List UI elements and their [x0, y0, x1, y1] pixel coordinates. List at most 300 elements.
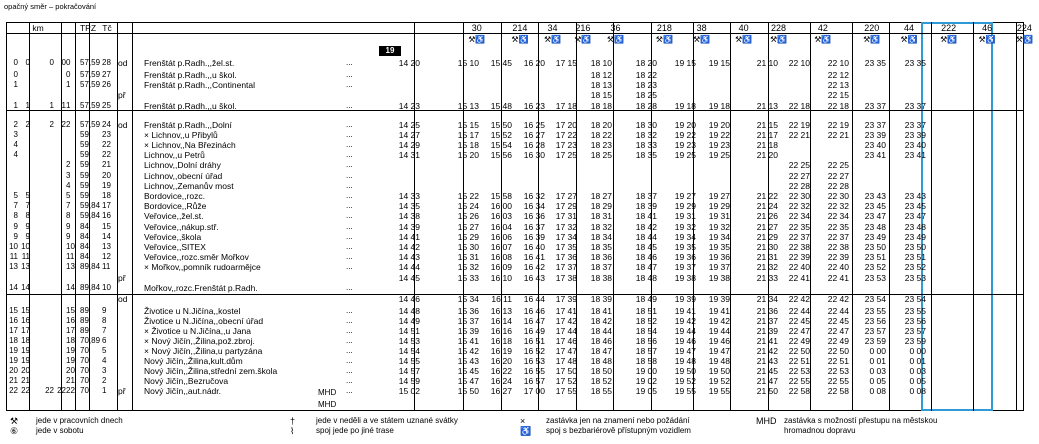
departure-time: 18 44 — [635, 232, 657, 242]
departure-time: 18 23 — [590, 140, 612, 150]
row-ellipsis: ... — [346, 386, 353, 395]
departure-time: 16 04 — [490, 222, 512, 232]
km-value: 11 — [9, 252, 18, 261]
departure-time: 19 47 — [708, 346, 730, 356]
departure-time: 19 34 — [674, 232, 696, 242]
departure-time: 23 39 — [864, 130, 886, 140]
departure-time: 15 13 — [457, 101, 479, 111]
departure-time: 18 48 — [635, 273, 657, 283]
departure-time: 22 10 — [788, 58, 810, 68]
train-symbols: ⚒♿ — [1015, 35, 1033, 44]
departure-time: 19 48 — [674, 356, 696, 366]
tpz-zone: 57,59 — [80, 70, 101, 79]
legend-symbol: ♿ — [520, 426, 532, 436]
departure-time: 14 43 — [398, 252, 420, 262]
departure-time: 14 54 — [398, 346, 420, 356]
row-ellipsis: ... — [346, 306, 353, 315]
departure-time: 21 37 — [756, 316, 778, 326]
departure-time: 15 48 — [490, 101, 512, 111]
departure-time: 18 23 — [635, 80, 657, 90]
departure-time: 21 41 — [756, 336, 778, 346]
departure-time: 16 24 — [490, 376, 512, 386]
departure-time: 16 09 — [490, 262, 512, 272]
departure-time: 22 40 — [827, 262, 849, 272]
departure-time: 18 38 — [590, 273, 612, 283]
departure-time: 18 35 — [635, 150, 657, 160]
departure-time: 15 24 — [457, 201, 479, 211]
departure-time: 15 54 — [490, 140, 512, 150]
row-ellipsis: ... — [346, 376, 353, 385]
departure-time: 22 51 — [827, 356, 849, 366]
row-ellipsis: ... — [346, 316, 353, 325]
departure-time: 17 36 — [555, 252, 577, 262]
departure-time: 23 57 — [864, 326, 886, 336]
departure-time: 18 20 — [590, 120, 612, 130]
departure-time: 22 47 — [788, 326, 810, 336]
km-value: 0 — [49, 58, 54, 67]
departure-time: 18 44 — [590, 326, 612, 336]
departure-time: 16 47 — [523, 316, 545, 326]
km-value: 4 — [13, 150, 18, 159]
departure-time: 22 38 — [827, 242, 849, 252]
departure-time: 19 00 — [635, 366, 657, 376]
row-ellipsis: ... — [346, 346, 353, 355]
stop-name: Nový Jičín,,Žilina,střední zem.škola — [144, 366, 278, 376]
departure-time: 16 55 — [523, 366, 545, 376]
grid-column-line — [613, 22, 614, 411]
departure-time: 15 31 — [457, 252, 479, 262]
departure-time: 22 55 — [788, 376, 810, 386]
departure-time: 19 32 — [708, 222, 730, 232]
stop-index: 10 — [102, 283, 111, 292]
departure-time: 23 35 — [904, 58, 926, 68]
departure-time: 18 32 — [635, 130, 657, 140]
departure-time: 19 52 — [674, 376, 696, 386]
stop-index: 8 — [102, 316, 107, 325]
train-number: 222 — [941, 23, 957, 33]
departure-time: 23 51 — [904, 252, 926, 262]
arr-dep-mark: od — [118, 58, 128, 68]
departure-time: 0 08 — [909, 386, 926, 396]
km-value: 22 — [45, 386, 54, 395]
arr-dep-mark: od — [118, 294, 128, 304]
departure-time: 23 55 — [864, 306, 886, 316]
train-badge: 19 — [379, 46, 401, 56]
departure-time: 21 47 — [756, 376, 778, 386]
km-value: 21 — [21, 376, 30, 385]
departure-time: 19 02 — [635, 376, 657, 386]
departure-time: 22 37 — [827, 232, 849, 242]
departure-time: 18 46 — [590, 336, 612, 346]
departure-time: 18 29 — [590, 201, 612, 211]
train-number: 44 — [904, 23, 915, 33]
departure-time: 0 05 — [909, 376, 926, 386]
departure-time: 17 39 — [555, 294, 577, 304]
tpz-zone: 59,84 — [80, 211, 101, 220]
departure-time: 23 45 — [904, 201, 926, 211]
departure-time: 22 28 — [788, 181, 810, 191]
departure-time: 23 35 — [864, 58, 886, 68]
train-symbols: ⚒♿ — [978, 35, 996, 44]
tpz-value: 21 — [66, 376, 75, 385]
legend-text: spoj jede po jiné trase — [316, 426, 394, 435]
tpz-zone: 89,84 — [80, 283, 101, 292]
departure-time: 17 44 — [555, 326, 577, 336]
km-value: 3 — [13, 130, 18, 139]
departure-time: 18 37 — [590, 262, 612, 272]
tpz-value: 2 — [66, 120, 71, 129]
grid-column-line — [973, 22, 974, 411]
departure-time: 23 43 — [904, 191, 926, 201]
departure-time: 16 32 — [523, 191, 545, 201]
departure-time: 17 38 — [555, 273, 577, 283]
departure-time: 15 43 — [457, 356, 479, 366]
train-number: 224 — [1016, 23, 1032, 33]
departure-time: 17 50 — [555, 366, 577, 376]
departure-time: 18 22 — [590, 130, 612, 140]
departure-time: 19 29 — [674, 201, 696, 211]
departure-time: 16 53 — [523, 356, 545, 366]
departure-time: 14 20 — [398, 58, 420, 68]
departure-time: 15 34 — [457, 294, 479, 304]
departure-time: 15 32 — [457, 262, 479, 272]
departure-time: 17 15 — [555, 58, 577, 68]
departure-time: 17 55 — [555, 386, 577, 396]
train-symbols: ⚒♿ — [735, 35, 753, 44]
departure-time: 17 29 — [555, 201, 577, 211]
km-value: 19 — [9, 346, 18, 355]
row-ellipsis: ... — [346, 58, 353, 67]
stop-name: × Životice u N.Jičína,,u Jana — [144, 326, 252, 336]
grid-column-line — [89, 22, 90, 411]
departure-time: 18 10 — [590, 58, 612, 68]
stop-name: Nový Jičín,,Žilina,kult.dům — [144, 356, 243, 366]
tpz-zone: 70 — [80, 366, 89, 375]
stop-index: 28 — [102, 58, 111, 67]
grid-column-line — [75, 22, 76, 411]
km-value: 17 — [9, 326, 18, 335]
stop-name: × Lichnov,,u Přibylů — [144, 130, 218, 140]
departure-time: 14 53 — [398, 336, 420, 346]
km-value: 18 — [9, 336, 18, 345]
departure-time: 18 49 — [635, 294, 657, 304]
train-symbols: ⚒♿ — [693, 35, 711, 44]
departure-time: 23 59 — [904, 336, 926, 346]
departure-time: 19 27 — [674, 191, 696, 201]
tpz-zone: 70 — [80, 356, 89, 365]
stop-name: Bordovice,,rozc. — [144, 191, 205, 201]
departure-time: 19 50 — [674, 366, 696, 376]
departure-time: 21 15 — [756, 120, 778, 130]
departure-time: 16 46 — [523, 306, 545, 316]
departure-time: 22 18 — [827, 101, 849, 111]
row-ellipsis: ... — [346, 120, 353, 129]
tpz-value: 13 — [66, 262, 75, 271]
departure-time: 15 33 — [457, 273, 479, 283]
stop-index: 2 — [102, 376, 107, 385]
km-value: 14 — [21, 283, 30, 292]
departure-time: 23 40 — [864, 140, 886, 150]
departure-time: 16 36 — [523, 211, 545, 221]
departure-time: 14 25 — [398, 120, 420, 130]
departure-time: 19 31 — [674, 211, 696, 221]
departure-time: 14 33 — [398, 191, 420, 201]
departure-time: 15 37 — [457, 316, 479, 326]
tpz-zone: 57,59 — [80, 120, 101, 129]
departure-time: 23 48 — [904, 222, 926, 232]
departure-time: 22 32 — [788, 201, 810, 211]
departure-time: 15 27 — [457, 222, 479, 232]
departure-time: 15 42 — [457, 346, 479, 356]
stop-index: 22 — [102, 140, 111, 149]
grid-column-line — [576, 22, 577, 411]
departure-time: 23 51 — [864, 252, 886, 262]
tpz-value: 7 — [66, 201, 71, 210]
stop-index: 19 — [102, 181, 111, 190]
train-number: 30 — [471, 23, 482, 33]
departure-time: 16 30 — [523, 150, 545, 160]
departure-time: 19 39 — [708, 294, 730, 304]
departure-time: 19 15 — [708, 58, 730, 68]
departure-time: 22 38 — [788, 242, 810, 252]
departure-time: 23 55 — [904, 306, 926, 316]
departure-time: 23 47 — [864, 211, 886, 221]
departure-time: 0 00 — [909, 346, 926, 356]
tpz-value: 15 — [66, 306, 75, 315]
km-value: 19 — [21, 346, 30, 355]
departure-time: 19 47 — [674, 346, 696, 356]
row-ellipsis: ... — [346, 160, 353, 169]
departure-time: 19 38 — [708, 273, 730, 283]
departure-time: 18 28 — [635, 101, 657, 111]
stop-index: 7 — [102, 326, 107, 335]
departure-time: 23 53 — [904, 273, 926, 283]
departure-time: 22 50 — [827, 346, 849, 356]
departure-time: 23 52 — [864, 262, 886, 272]
departure-time: 22 47 — [827, 326, 849, 336]
km-value: 10 — [21, 242, 30, 251]
km-value: 0 — [61, 58, 66, 67]
departure-time: 18 27 — [590, 191, 612, 201]
departure-time: 22 30 — [788, 191, 810, 201]
tpz-value: 19 — [66, 346, 75, 355]
km-value: 9 — [25, 232, 30, 241]
tpz-zone: 59 — [80, 140, 89, 149]
departure-time: 23 53 — [864, 273, 886, 283]
legend-symbol: † — [290, 416, 296, 426]
tpz-zone: 89 — [80, 306, 89, 315]
departure-time: 14 55 — [398, 356, 420, 366]
departure-time: 15 36 — [457, 306, 479, 316]
grid-column-line — [693, 22, 694, 411]
stop-index: 20 — [102, 171, 111, 180]
departure-time: 16 10 — [490, 273, 512, 283]
departure-time: 19 36 — [708, 252, 730, 262]
departure-time: 22 39 — [827, 252, 849, 262]
departure-time: 19 18 — [674, 101, 696, 111]
stop-name: Frenštát p.Radh.,,u škol. — [144, 70, 237, 80]
departure-time: 15 47 — [457, 376, 479, 386]
tpz-zone: 57,59 — [80, 80, 101, 89]
stop-name: Veřovice,,SITEX — [144, 242, 206, 252]
grid-row-line — [6, 294, 1024, 295]
departure-time: 0 03 — [909, 366, 926, 376]
departure-time: 17 46 — [555, 336, 577, 346]
row-ellipsis: ... — [346, 150, 353, 159]
departure-time: 17 23 — [555, 140, 577, 150]
departure-time: 16 49 — [523, 326, 545, 336]
departure-time: 18 13 — [590, 80, 612, 90]
tpz-zone: 84 — [80, 252, 89, 261]
train-number: 218 — [656, 23, 672, 33]
departure-time: 17 20 — [555, 120, 577, 130]
departure-time: 14 41 — [398, 232, 420, 242]
km-value: 1 — [49, 101, 54, 110]
departure-time: 14 57 — [398, 366, 420, 376]
row-ellipsis: ... — [346, 201, 353, 210]
stop-name: Nový Jičín,,aut.nádr. — [144, 386, 222, 396]
departure-time: 16 42 — [523, 262, 545, 272]
departure-time: 22 42 — [788, 294, 810, 304]
departure-time: 18 54 — [635, 326, 657, 336]
stop-name: Veřovice,,nákup.stř. — [144, 222, 219, 232]
departure-time: 21 22 — [756, 191, 778, 201]
stop-index: 16 — [102, 211, 111, 220]
grid-column-line — [889, 22, 890, 411]
departure-time: 17 37 — [555, 262, 577, 272]
departure-time: 19 44 — [674, 326, 696, 336]
departure-time: 22 40 — [788, 262, 810, 272]
grid-column-line — [414, 22, 415, 411]
stop-index: 17 — [102, 201, 111, 210]
stop-index: 14 — [102, 232, 111, 241]
departure-time: 19 23 — [674, 140, 696, 150]
departure-time: 21 18 — [756, 140, 778, 150]
train-number: 40 — [738, 23, 749, 33]
departure-time: 21 31 — [756, 252, 778, 262]
tpz-zone: 59,84 — [80, 201, 101, 210]
departure-time: 23 50 — [904, 242, 926, 252]
departure-time: 16 20 — [523, 58, 545, 68]
stop-index: 3 — [102, 366, 107, 375]
departure-time: 0 05 — [869, 376, 886, 386]
departure-time: 14 46 — [398, 294, 420, 304]
km-value: 9 — [13, 232, 18, 241]
departure-time: 15 50 — [490, 120, 512, 130]
km-value: 0 — [13, 70, 18, 79]
grid-column-line — [931, 22, 932, 411]
stop-index: 4 — [102, 356, 107, 365]
departure-time: 22 18 — [788, 101, 810, 111]
departure-time: 22 45 — [788, 316, 810, 326]
departure-time: 16 52 — [523, 346, 545, 356]
stop-index: 13 — [102, 242, 111, 251]
departure-time: 15 30 — [457, 242, 479, 252]
row-ellipsis: ... — [346, 366, 353, 375]
departure-time: 18 12 — [590, 70, 612, 80]
tpz-value: 0 — [66, 58, 71, 67]
legend-symbol: MHD — [756, 416, 777, 426]
departure-time: 23 49 — [864, 232, 886, 242]
departure-time: 17 00 — [523, 386, 545, 396]
legend-symbol: ⚒ — [10, 416, 19, 426]
tpz-zone: 59 — [80, 171, 89, 180]
km-value: 8 — [13, 211, 18, 220]
km-value: 8 — [25, 211, 30, 220]
departure-time: 14 35 — [398, 201, 420, 211]
departure-time: 22 39 — [788, 252, 810, 262]
row-ellipsis: ... — [346, 232, 353, 241]
departure-time: 17 52 — [555, 376, 577, 386]
tpz-value: 14 — [66, 283, 75, 292]
grid-column-line — [29, 22, 30, 411]
departure-time: 15 41 — [457, 336, 479, 346]
departure-time: 23 54 — [904, 294, 926, 304]
departure-time: 19 41 — [708, 306, 730, 316]
arr-dep-mark: př — [118, 386, 126, 396]
departure-time: 23 41 — [864, 150, 886, 160]
km-value: 17 — [21, 326, 30, 335]
departure-time: 19 25 — [674, 150, 696, 160]
row-ellipsis: ... — [346, 211, 353, 220]
departure-time: 21 33 — [756, 273, 778, 283]
row-ellipsis: ... — [346, 222, 353, 231]
km-value: 9 — [13, 222, 18, 231]
departure-time: 14 38 — [398, 211, 420, 221]
departure-time: 22 41 — [788, 273, 810, 283]
departure-time: 22 53 — [827, 366, 849, 376]
departure-time: 14 39 — [398, 222, 420, 232]
departure-time: 22 25 — [827, 160, 849, 170]
tpz-zone: 59 — [80, 160, 89, 169]
tpz-value: 22 — [66, 386, 75, 395]
tpz-value: 18 — [66, 336, 75, 345]
departure-time: 16 44 — [523, 294, 545, 304]
km-value: 16 — [9, 316, 18, 325]
departure-time: 23 56 — [864, 316, 886, 326]
grid-column-line — [132, 22, 133, 411]
departure-time: 15 18 — [457, 140, 479, 150]
stop-index: 11 — [102, 262, 111, 271]
departure-time: 22 13 — [827, 80, 849, 90]
departure-time: 17 47 — [555, 346, 577, 356]
stop-name: Frenštát p.Radh.,,žel.st. — [144, 58, 235, 68]
departure-time: 22 27 — [827, 171, 849, 181]
km-value: 0 — [25, 58, 30, 67]
tpz-value: 1 — [66, 80, 71, 89]
departure-time: 14 51 — [398, 326, 420, 336]
departure-time: 21 42 — [756, 346, 778, 356]
departure-time: 0 03 — [869, 366, 886, 376]
departure-time: 19 41 — [674, 306, 696, 316]
tpz-zone: 59 — [80, 130, 89, 139]
departure-time: 19 27 — [708, 191, 730, 201]
tpz-zone: 59 — [80, 191, 89, 200]
departure-time: 21 43 — [756, 356, 778, 366]
row-ellipsis: ... — [346, 80, 353, 89]
departure-time: 15 10 — [457, 58, 479, 68]
departure-time: 23 56 — [904, 316, 926, 326]
tpz-zone: 84 — [80, 232, 89, 241]
departure-time: 16 28 — [523, 140, 545, 150]
legend-text: jede v neděli a ve státem uznané svátky — [316, 416, 458, 425]
departure-time: 22 32 — [827, 201, 849, 211]
departure-time: 22 58 — [788, 386, 810, 396]
departure-time: 16 51 — [523, 336, 545, 346]
train-symbols: ⚒♿ — [511, 35, 529, 44]
departure-time: 22 34 — [827, 211, 849, 221]
departure-time: 17 32 — [555, 222, 577, 232]
